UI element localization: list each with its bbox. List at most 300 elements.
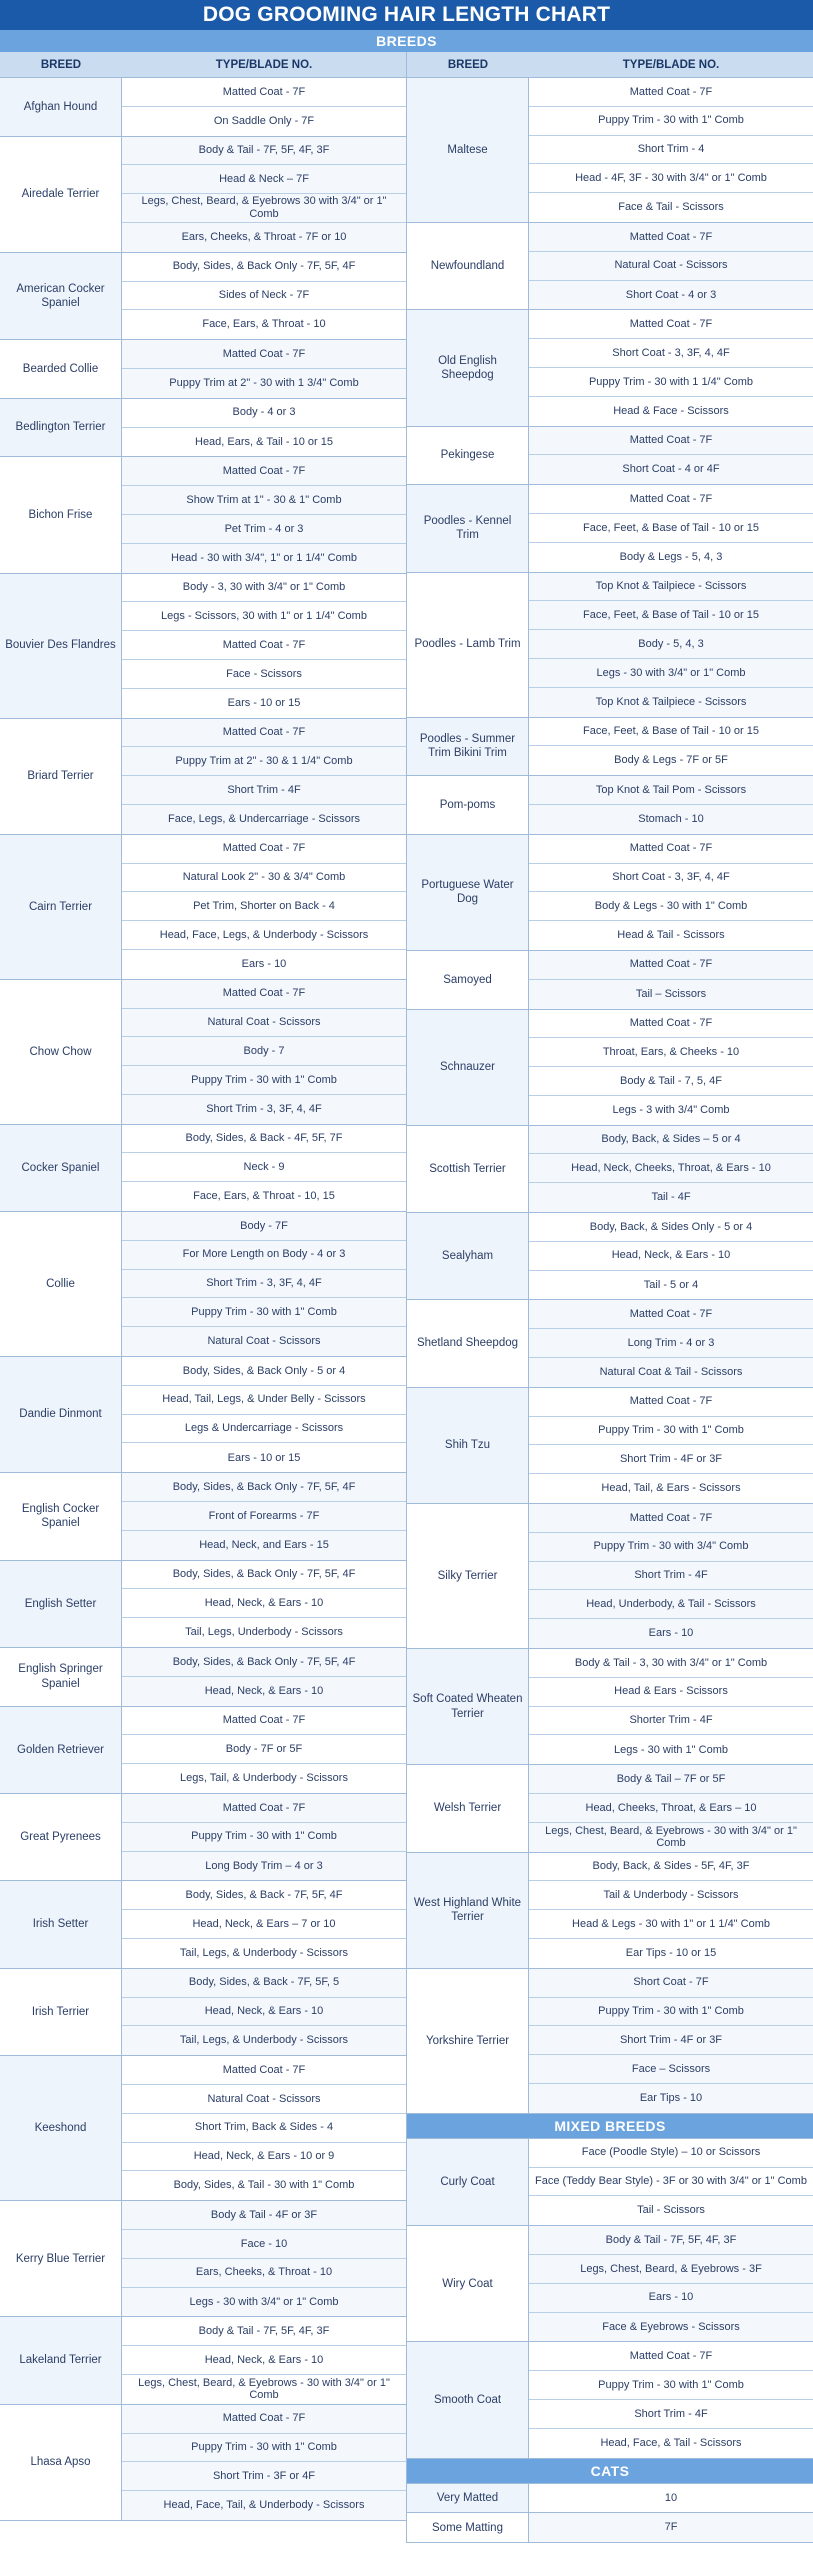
blade-rows (122, 719, 406, 834)
blade-row: Pet Trim - 4 or 3 (122, 515, 406, 544)
breed-name: Very Matted (407, 2484, 529, 2513)
breed-name: Briard Terrier (0, 719, 122, 834)
blade-row: Matted Coat - 7F (529, 2342, 813, 2371)
blade-row: Matted Coat - 7F (122, 2405, 406, 2434)
blade-row: Matted Coat - 7F (529, 951, 813, 980)
breed-group (0, 1212, 406, 1357)
breed-group (407, 310, 813, 426)
breed-group (0, 1357, 406, 1473)
breed-name: Collie (0, 1212, 122, 1356)
blade-row: Head, Ears, & Tail - 10 or 15 (122, 428, 406, 457)
blade-rows (529, 2342, 813, 2457)
breed-name: Curly Coat (407, 2139, 529, 2225)
breeds-header: BREEDS (0, 30, 813, 52)
blade-row: Body, Sides, & Back Only - 7F, 5F, 4F (122, 1648, 406, 1677)
blade-row: Head, Neck, & Ears - 10 or 9 (122, 2143, 406, 2172)
breed-group (0, 980, 406, 1125)
blade-rows (529, 1853, 813, 1968)
blade-row: Short Trim - 3, 3F, 4, 4F (122, 1270, 406, 1299)
blade-rows (529, 835, 813, 950)
breed-group (0, 253, 406, 340)
breed-group (407, 1969, 813, 2114)
blade-row: Puppy Trim - 30 with 3/4" Comb (529, 1533, 813, 1562)
blade-row: Body - 7 (122, 1037, 406, 1066)
blade-row: Face (Poodle Style) – 10 or Scissors (529, 2139, 813, 2168)
breed-name: Welsh Terrier (407, 1765, 529, 1851)
blade-rows (122, 253, 406, 339)
breed-group (407, 485, 813, 572)
blade-row: Body, Back, & Sides Only - 5 or 4 (529, 1213, 813, 1242)
blade-row: Legs - 30 with 1" Comb (529, 1735, 813, 1764)
breed-group (0, 457, 406, 573)
blade-row: Top Knot & Tailpiece - Scissors (529, 688, 813, 717)
blade-row: Legs & Undercarriage - Scissors (122, 1415, 406, 1444)
blade-rows (122, 1561, 406, 1647)
breed-name: Maltese (407, 78, 529, 222)
breed-group (0, 78, 406, 137)
blade-row: Tail - 5 or 4 (529, 1271, 813, 1300)
breed-name: Afghan Hound (0, 78, 122, 136)
blade-row: Pet Trim, Shorter on Back - 4 (122, 892, 406, 921)
blade-row: Puppy Trim at 2" - 30 & 1 1/4" Comb (122, 747, 406, 776)
blade-rows (122, 1969, 406, 2055)
blade-row: Head - 30 with 3/4", 1" or 1 1/4" Comb (122, 544, 406, 573)
blade-rows (529, 951, 813, 1009)
blade-rows (529, 1388, 813, 1503)
breed-name: Some Matting (407, 2513, 529, 2542)
blade-row: Short Trim - 4F (529, 2400, 813, 2429)
breed-name: Bearded Collie (0, 340, 122, 398)
blade-row: Body & Legs - 30 with 1" Comb (529, 892, 813, 921)
breed-name: American Cocker Spaniel (0, 253, 122, 339)
blade-row: Face, Legs, & Undercarriage - Scissors (122, 805, 406, 834)
breed-name: English Springer Spaniel (0, 1648, 122, 1706)
blade-rows (122, 2056, 406, 2200)
blade-row: Matted Coat - 7F (122, 340, 406, 369)
breed-name: Smooth Coat (407, 2342, 529, 2457)
blade-row: Ear Tips - 10 (529, 2084, 813, 2113)
blade-row: Face - Scissors (122, 660, 406, 689)
blade-rows (122, 399, 406, 457)
blade-rows (529, 427, 813, 485)
breed-group (407, 78, 813, 223)
breed-group (0, 399, 406, 458)
mixed-breeds-header: MIXED BREEDS (407, 2114, 813, 2139)
blade-row: Tail & Underbody - Scissors (529, 1881, 813, 1910)
breed-name: Dandie Dinmont (0, 1357, 122, 1472)
blade-row: Body, Sides, & Back - 7F, 5F, 5 (122, 1969, 406, 1998)
breed-group (0, 340, 406, 399)
cats-header: CATS (407, 2459, 813, 2484)
col-breed-right: BREED (447, 58, 489, 71)
blade-rows (122, 78, 406, 136)
breed-group (0, 137, 406, 253)
blade-row: Matted Coat - 7F (529, 1504, 813, 1533)
breed-group (407, 1649, 813, 1765)
blade-row: Puppy Trim - 30 with 1" Comb (529, 2371, 813, 2400)
blade-row: Natural Coat - Scissors (122, 2085, 406, 2114)
blade-rows (122, 1707, 406, 1793)
blade-row: Throat, Ears, & Cheeks - 10 (529, 1038, 813, 1067)
blade-rows (529, 485, 813, 571)
blade-rows (529, 776, 813, 834)
blade-row: Face - 10 (122, 2230, 406, 2259)
blade-rows (529, 1300, 813, 1386)
blade-row: Matted Coat - 7F (529, 427, 813, 456)
breed-group (407, 1213, 813, 1300)
breed-group (407, 1765, 813, 1852)
breed-name: Cocker Spaniel (0, 1125, 122, 1211)
breed-group (0, 1707, 406, 1794)
blade-row: Legs, Chest, Beard, & Eyebrows - 30 with 3/4" or 1" Comb (529, 1823, 813, 1852)
blade-rows (529, 1010, 813, 1125)
blade-row: Ears, Cheeks, & Throat - 7F or 10 (122, 223, 406, 252)
breed-group (407, 718, 813, 777)
blade-row: Matted Coat - 7F (122, 2056, 406, 2085)
col-breed-left: BREED (40, 58, 82, 71)
blade-row: Head, Tail, Legs, & Under Belly - Scissors (122, 1386, 406, 1415)
breed-name: Scottish Terrier (407, 1126, 529, 1212)
blade-row: Puppy Trim - 30 with 1" Comb (122, 2434, 406, 2463)
blade-row: Body & Legs - 5, 4, 3 (529, 543, 813, 572)
breed-name: Wiry Coat (407, 2226, 529, 2341)
breed-name: West Highland White Terrier (407, 1853, 529, 1968)
blade-rows (122, 1212, 406, 1356)
blade-row: Legs, Chest, Beard, & Eyebrows - 3F (529, 2255, 813, 2284)
blade-row: Head, Neck, & Ears – 7 or 10 (122, 1910, 406, 1939)
breed-name: Samoyed (407, 951, 529, 1009)
blade-row: Long Trim - 4 or 3 (529, 1329, 813, 1358)
blade-row: Head, Neck, Cheeks, Throat, & Ears - 10 (529, 1154, 813, 1183)
breed-group (407, 427, 813, 486)
breed-group (0, 719, 406, 835)
blade-row: 10 (529, 2484, 813, 2513)
breed-name: Bichon Frise (0, 457, 122, 572)
right-column (407, 78, 813, 2543)
blade-row: Natural Coat - Scissors (122, 1009, 406, 1038)
breed-name: Portuguese Water Dog (407, 835, 529, 950)
breed-name: Kerry Blue Terrier (0, 2201, 122, 2316)
blade-row: Matted Coat - 7F (122, 835, 406, 864)
blade-row: Short Trim - 3F or 4F (122, 2462, 406, 2491)
col-type-left: TYPE/BLADE NO. (122, 52, 407, 77)
blade-row: Body - 7F or 5F (122, 1735, 406, 1764)
blade-row: Legs, Chest, Beard, & Eyebrows 30 with 3/4" or 1" Comb (122, 194, 406, 223)
blade-row: Tail, Legs, Underbody - Scissors (122, 1618, 406, 1647)
breed-name: Bedlington Terrier (0, 399, 122, 457)
blade-row: Body, Sides, & Back Only - 5 or 4 (122, 1357, 406, 1386)
blade-row: Body, Sides, & Back - 7F, 5F, 4F (122, 1881, 406, 1910)
blade-row: Body - 7F (122, 1212, 406, 1241)
blade-row: Body, Sides, & Back - 4F, 5F, 7F (122, 1125, 406, 1154)
blade-row: Ears - 10 (122, 950, 406, 979)
blade-rows (122, 1357, 406, 1472)
blade-row: Body, Sides, & Back Only - 7F, 5F, 4F (122, 1473, 406, 1502)
breed-name: Shih Tzu (407, 1388, 529, 1503)
blade-row: Short Trim - 4 (529, 136, 813, 165)
breed-group (407, 776, 813, 835)
blade-row: Head, Neck, & Ears - 10 (122, 1589, 406, 1618)
blade-row: Body & Tail - 3, 30 with 3/4" or 1" Comb (529, 1649, 813, 1678)
breed-name: Lhasa Apso (0, 2405, 122, 2520)
breed-name: Pekingese (407, 427, 529, 485)
blade-row: Body - 4 or 3 (122, 399, 406, 428)
breed-name: Lakeland Terrier (0, 2317, 122, 2403)
blade-rows (529, 1765, 813, 1851)
breed-name: Golden Retriever (0, 1707, 122, 1793)
blade-row: Body, Back, & Sides - 5F, 4F, 3F (529, 1853, 813, 1882)
blade-row: Matted Coat - 7F (122, 457, 406, 486)
blade-row: Matted Coat - 7F (529, 310, 813, 339)
blade-row: Legs, Tail, & Underbody - Scissors (122, 1764, 406, 1793)
blade-row: Body, Sides, & Back Only - 7F, 5F, 4F (122, 253, 406, 282)
blade-row: Ears - 10 or 15 (122, 1443, 406, 1472)
blade-row: Head & Ears - Scissors (529, 1678, 813, 1707)
chart-title: DOG GROOMING HAIR LENGTH CHART (0, 0, 813, 30)
blade-row: Matted Coat - 7F (529, 223, 813, 252)
blade-row: Body, Sides, & Tail - 30 with 1" Comb (122, 2171, 406, 2200)
blade-row: Puppy Trim - 30 with 1" Comb (529, 1998, 813, 2027)
blade-row: Tail, Legs, & Underbody - Scissors (122, 1939, 406, 1968)
breed-name: English Cocker Spaniel (0, 1473, 122, 1559)
breed-group (407, 835, 813, 951)
breed-name: Irish Setter (0, 1881, 122, 1967)
blade-row: Matted Coat - 7F (529, 835, 813, 864)
blade-row: Body & Tail – 7F or 5F (529, 1765, 813, 1794)
breed-name: Soft Coated Wheaten Terrier (407, 1649, 529, 1764)
breed-name: Chow Chow (0, 980, 122, 1124)
breed-group (407, 2342, 813, 2458)
blade-row: Head & Face - Scissors (529, 397, 813, 426)
blade-rows (122, 457, 406, 572)
breed-group (407, 2484, 813, 2514)
blade-row: Legs - 3 with 3/4" Comb (529, 1096, 813, 1125)
blade-row: Head, Tail, & Ears - Scissors (529, 1474, 813, 1503)
blade-row: Head - 4F, 3F - 30 with 3/4" or 1" Comb (529, 164, 813, 193)
blade-row: Ears - 10 or 15 (122, 689, 406, 718)
blade-row: Puppy Trim - 30 with 1" Comb (122, 1066, 406, 1095)
blade-rows (529, 1126, 813, 1212)
blade-rows (529, 1213, 813, 1299)
breed-group (407, 573, 813, 718)
breed-name: Great Pyrenees (0, 1794, 122, 1880)
blade-rows (122, 2201, 406, 2316)
breed-group (0, 1561, 406, 1648)
blade-row: Puppy Trim - 30 with 1" Comb (122, 1823, 406, 1852)
blade-row: Body & Tail - 4F or 3F (122, 2201, 406, 2230)
blade-row: Face, Ears, & Throat - 10, 15 (122, 1182, 406, 1211)
blade-row: Matted Coat - 7F (122, 980, 406, 1009)
blade-row: Ears - 10 (529, 2284, 813, 2313)
blade-row: Body - 3, 30 with 3/4" or 1" Comb (122, 574, 406, 603)
blade-row: Body, Sides, & Back Only - 7F, 5F, 4F (122, 1561, 406, 1590)
breed-name: Airedale Terrier (0, 137, 122, 252)
blade-row: Ear Tips - 10 or 15 (529, 1939, 813, 1968)
blade-rows (529, 2484, 813, 2513)
blade-row: Legs - 30 with 3/4" or 1" Comb (122, 2288, 406, 2317)
blade-row: Head, Underbody, & Tail - Scissors (529, 1590, 813, 1619)
breed-group (0, 1125, 406, 1212)
blade-rows (122, 1125, 406, 1211)
breed-name: Bouvier Des Flandres (0, 574, 122, 718)
blade-row: Natural Coat & Tail - Scissors (529, 1358, 813, 1387)
breed-group (0, 2056, 406, 2201)
blade-rows (122, 574, 406, 718)
breed-group (407, 1853, 813, 1969)
breed-group (0, 1473, 406, 1560)
breed-group (407, 2226, 813, 2342)
blade-row: Top Knot & Tail Pom - Scissors (529, 776, 813, 805)
blade-row: Matted Coat - 7F (122, 719, 406, 748)
breed-name: Newfoundland (407, 223, 529, 309)
breed-group (407, 1010, 813, 1126)
blade-row: Puppy Trim - 30 with 1" Comb (122, 1298, 406, 1327)
breed-name: Pom-poms (407, 776, 529, 834)
blade-row: Legs - Scissors, 30 with 1" or 1 1/4" Comb (122, 602, 406, 631)
breed-name: Yorkshire Terrier (407, 1969, 529, 2113)
blade-row: Head, Neck, & Ears - 10 (529, 1242, 813, 1271)
blade-row: Body & Tail - 7F, 5F, 4F, 3F (122, 2317, 406, 2346)
blade-row: Ears, Cheeks, & Throat - 10 (122, 2259, 406, 2288)
blade-row: 7F (529, 2513, 813, 2542)
blade-row: Head & Legs - 30 with 1" or 1 1/4" Comb (529, 1910, 813, 1939)
blade-rows (122, 1794, 406, 1880)
blade-row: Tail - Scissors (529, 2196, 813, 2225)
blade-row: Matted Coat - 7F (122, 78, 406, 107)
breed-group (407, 2513, 813, 2543)
blade-row: Short Trim - 3, 3F, 4, 4F (122, 1095, 406, 1124)
blade-row: Matted Coat - 7F (529, 1010, 813, 1039)
blade-row: Head, Neck, & Ears - 10 (122, 1998, 406, 2027)
blade-rows (122, 137, 406, 252)
blade-rows (529, 2139, 813, 2225)
breed-group (0, 2317, 406, 2404)
blade-row: Short Trim - 4F or 3F (529, 1445, 813, 1474)
breed-group (0, 1969, 406, 2056)
breed-group (0, 1648, 406, 1707)
blade-row: Short Coat - 4 or 4F (529, 455, 813, 484)
blade-row: Matted Coat - 7F (122, 1707, 406, 1736)
blade-rows (122, 1473, 406, 1559)
blade-row: Matted Coat - 7F (529, 78, 813, 107)
blade-rows (529, 1969, 813, 2113)
blade-rows (529, 78, 813, 222)
breed-group (0, 2201, 406, 2317)
chart-columns (0, 78, 813, 2543)
blade-row: Body, Back, & Sides – 5 or 4 (529, 1126, 813, 1155)
blade-rows (529, 2513, 813, 2542)
blade-row: Matted Coat - 7F (122, 631, 406, 660)
blade-row: Legs, Chest, Beard, & Eyebrows - 30 with 3/4" or 1" Comb (122, 2375, 406, 2404)
blade-row: Short Trim - 4F (529, 1562, 813, 1591)
blade-row: Body - 5, 4, 3 (529, 630, 813, 659)
blade-row: Head, Neck, and Ears - 15 (122, 1531, 406, 1560)
blade-rows (529, 718, 813, 776)
blade-row: Head, Face, Tail, & Underbody - Scissors (122, 2491, 406, 2520)
blade-row: Natural Coat - Scissors (529, 252, 813, 281)
breed-name: Poodles - Kennel Trim (407, 485, 529, 571)
blade-row: For More Length on Body - 4 or 3 (122, 1241, 406, 1270)
blade-row: Short Coat - 3, 3F, 4, 4F (529, 864, 813, 893)
blade-row: Head, Face, & Tail - Scissors (529, 2429, 813, 2458)
blade-row: Face & Eyebrows - Scissors (529, 2313, 813, 2342)
blade-row: Body & Tail - 7F, 5F, 4F, 3F (122, 137, 406, 166)
blade-row: Head & Neck – 7F (122, 165, 406, 194)
blade-row: Face, Feet, & Base of Tail - 10 or 15 (529, 718, 813, 747)
blade-row: On Saddle Only - 7F (122, 107, 406, 136)
breed-group (407, 1300, 813, 1387)
blade-row: Face, Feet, & Base of Tail - 10 or 15 (529, 514, 813, 543)
blade-row: Ears - 10 (529, 1619, 813, 1648)
blade-row: Face – Scissors (529, 2055, 813, 2084)
breed-group (0, 1794, 406, 1881)
blade-row: Head, Face, Legs, & Underbody - Scissors (122, 921, 406, 950)
breed-name: English Setter (0, 1561, 122, 1647)
breed-name: Schnauzer (407, 1010, 529, 1125)
blade-row: Tail, Legs, & Underbody - Scissors (122, 2026, 406, 2055)
blade-row: Puppy Trim - 30 with 1 1/4" Comb (529, 368, 813, 397)
breed-name: Poodles - Lamb Trim (407, 573, 529, 717)
blade-row: Matted Coat - 7F (122, 1794, 406, 1823)
col-type-right: TYPE/BLADE NO. (622, 58, 720, 71)
breed-name: Old English Sheepdog (407, 310, 529, 425)
breed-group (407, 951, 813, 1010)
blade-rows (529, 1649, 813, 1764)
blade-row: Head, Neck, & Ears - 10 (122, 2346, 406, 2375)
blade-row: Body & Tail - 7, 5, 4F (529, 1067, 813, 1096)
blade-row: Face & Tail - Scissors (529, 193, 813, 222)
blade-rows (122, 835, 406, 979)
breed-group (407, 2139, 813, 2226)
blade-row: Puppy Trim at 2" - 30 with 1 3/4" Comb (122, 369, 406, 398)
blade-row: Short Trim - 4F or 3F (529, 2026, 813, 2055)
blade-row: Short Trim, Back & Sides - 4 (122, 2114, 406, 2143)
blade-rows (529, 310, 813, 425)
blade-row: Natural Look 2" - 30 & 3/4" Comb (122, 864, 406, 893)
breed-name: Cairn Terrier (0, 835, 122, 979)
blade-row: Stomach - 10 (529, 805, 813, 834)
blade-rows (122, 1881, 406, 1967)
blade-row: Front of Forearms - 7F (122, 1502, 406, 1531)
breed-name: Keeshond (0, 2056, 122, 2200)
blade-row: Body & Tail - 7F, 5F, 4F, 3F (529, 2226, 813, 2255)
blade-rows (529, 573, 813, 717)
left-column (0, 78, 407, 2543)
blade-row: Face (Teddy Bear Style) - 3F or 30 with 3/4" or 1" Comb (529, 2168, 813, 2197)
blade-row: Head, Cheeks, Throat, & Ears – 10 (529, 1794, 813, 1823)
blade-row: Tail - 4F (529, 1183, 813, 1212)
breed-group (0, 2405, 406, 2521)
breed-group (407, 1388, 813, 1504)
blade-row: Short Coat - 3, 3F, 4, 4F (529, 339, 813, 368)
blade-rows (529, 223, 813, 309)
blade-row: Show Trim at 1" - 30 & 1" Comb (122, 486, 406, 515)
blade-row: Tail – Scissors (529, 980, 813, 1009)
column-headers (0, 52, 813, 78)
blade-row: Puppy Trim - 30 with 1" Comb (529, 1417, 813, 1446)
blade-row: Face, Feet, & Base of Tail - 10 or 15 (529, 601, 813, 630)
blade-row: Long Body Trim – 4 or 3 (122, 1852, 406, 1881)
breed-group (407, 1126, 813, 1213)
breed-name: Sealyham (407, 1213, 529, 1299)
blade-row: Shorter Trim - 4F (529, 1707, 813, 1736)
blade-rows (529, 1504, 813, 1648)
blade-row: Body & Legs - 7F or 5F (529, 746, 813, 775)
blade-row: Sides of Neck - 7F (122, 282, 406, 311)
breed-group (407, 223, 813, 310)
blade-rows (122, 340, 406, 398)
blade-row: Top Knot & Tailpiece - Scissors (529, 573, 813, 602)
